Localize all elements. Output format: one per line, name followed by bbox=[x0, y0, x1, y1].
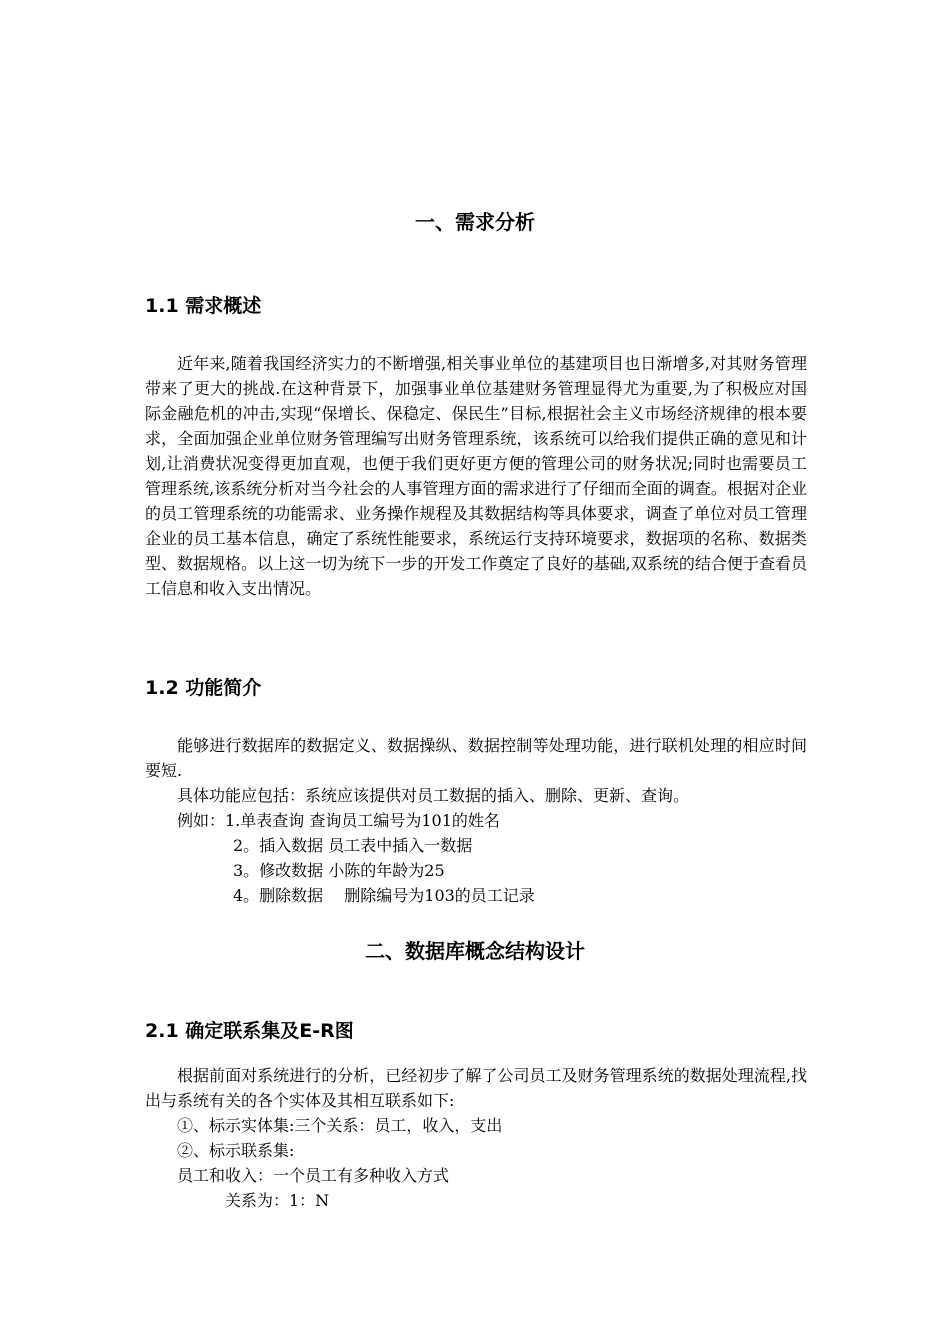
section-1-1-paragraph: 近年来,随着我国经济实力的不断增强,相关事业单位的基建项目也日渐增多,对其财务管理带来了更大的挑战.在这种背景下，加强事业单位基建财务管理显得尤为重要,为了积极应对国际金融危机的冲击,实现“保增长、保稳定、保民生”目标,根据社会主义市场经济规律的根本要求，全面加强企业单位财务管理编写出财务管理系统，该系统可以给我们提供正确的意见和计划,让消费状况变得更加直观，也便于我们更好更方便的管理公司的财务状况;同时也需要员工管理系统,该系统分析对当今社会的人事管理方面的需求进行了仔细而全面的调查。根据对企业的员工管理系统的功能需求、业务操作规程及其数据结构等具体要求，调查了单位对员工管理企业的员工基本信息，确定了系统性能要求，系统运行支持环境要求，数据项的名称、数据类型、数据规格。以上这一切为统下一步的开发工作奠定了良好的基础,双系统的结合便于查看员工信息和收入支出情况。 bbox=[145, 354, 807, 598]
relationship-cardinality-line: 关系为：1：N bbox=[225, 1191, 330, 1210]
function-list-intro: 具体功能应包括：系统应该提供对员工数据的插入、删除、更新、查询。 bbox=[177, 786, 690, 805]
function-example-1: 例如：1.单表查询 查询员工编号为101的姓名 bbox=[177, 811, 500, 830]
employee-income-line: 员工和收入：一个员工有多种收入方式 bbox=[177, 1166, 450, 1185]
section-1-2-paragraph: 能够进行数据库的数据定义、数据操纵、数据控制等处理功能，进行联机处理的相应时间要短. bbox=[145, 736, 807, 780]
function-example-4: 4。删除数据 删除编号为103的员工记录 bbox=[233, 886, 535, 905]
section-2-1-heading: 2.1 确定联系集及E-R图 bbox=[145, 1020, 354, 1042]
function-example-2: 2。插入数据 员工表中插入一数据 bbox=[233, 836, 473, 855]
relationship-set-line: ②、标示联系集: bbox=[177, 1141, 295, 1160]
entity-set-line: ①、标示实体集:三个关系：员工，收入，支出 bbox=[177, 1116, 503, 1135]
function-example-3: 3。修改数据 小陈的年龄为25 bbox=[233, 861, 445, 880]
chapter-2-heading: 二、数据库概念结构设计 bbox=[365, 939, 585, 963]
chapter-1-heading: 一、需求分析 bbox=[415, 210, 535, 234]
section-1-2-heading: 1.2 功能简介 bbox=[145, 677, 262, 699]
section-2-1-paragraph: 根据前面对系统进行的分析，已经初步了解了公司员工及财务管理系统的数据处理流程,找出与系统有关的各个实体及其相互联系如下: bbox=[145, 1066, 807, 1110]
section-1-1-heading: 1.1 需求概述 bbox=[145, 295, 262, 317]
